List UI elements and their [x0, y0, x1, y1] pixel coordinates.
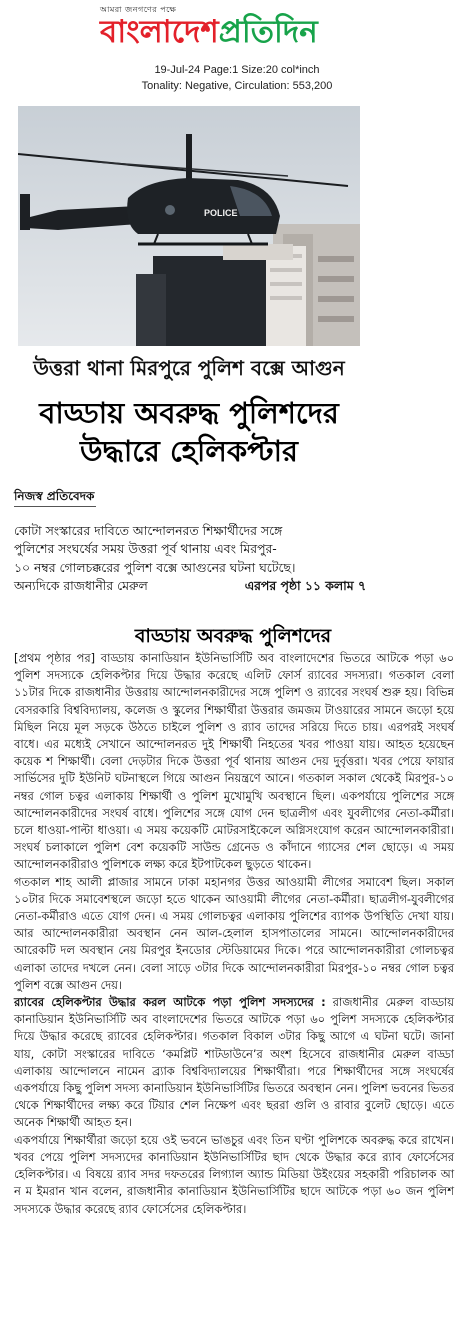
body-paragraph: গতকাল শাহ আলী প্লাজার সামনে ঢাকা মহানগর উত্তর আওয়ামী লীগের সমাবেশ ছিল। সকাল ১০টার দিকে সমাবেশস্থলে জড়ো হতে থাকেন আওয়ামী লীগের নেতা-কর্মীরা। ছাত্রলীগ-যুবলীগের নেতা-কর্মীরাও এতে যোগ দেন। এ সময় গোলচত্বর এলাকায় পুলিশের ব্যাপক উপস্থিতি দেখা যায়। আর আন্দোলনকারীরা অবস্থান নেন আল-হেলাল হাসপাতালের সামনে। আন্দোলনকারীদের আরেকটি দল অবস্থান নেয় মিরপুর ইনডোর স্টেডিয়ামের দিকে। পরে আন্দোলনকারীরা গোলচত্বর এলাকা তাদের দখলে নেন। বেলা সাড়ে ৩টার দিকে আন্দোলনকারীরা মিরপুর-১০ নম্বর গোল চত্বর পুলিশ বক্সে আগুন দেয়।	[14, 874, 454, 992]
police-marking: POLICE	[204, 208, 238, 218]
clip-info-date-size: 19-Jul-24 Page:1 Size:20 col*inch	[154, 64, 320, 76]
masthead-tagline: আমরা জনগণের পক্ষে	[100, 5, 177, 14]
newspaper-logo	[100, 13, 318, 51]
headline-kicker: উত্তরা থানা মিরপুরে পুলিশ বক্সে আগুন	[33, 356, 345, 380]
body-paragraph: একপর্যায়ে শিক্ষার্থীরা জড়ো হয়ে ওই ভবনে ভাঙচুর এবং তিন ঘণ্টা পুলিশকে অবরুদ্ধ করে রাখেন। খবর পেয়ে পুলিশ সদস্যদের কানাডিয়ান ইউনিভার্সিটির ছাদ থেকে উদ্ধার করে র‌্যাব ফোর্সেসের হেলিকপ্টার। এ বিষয়ে র‌্যাব সদর দফতরের লিগ্যাল অ্যান্ড মিডিয়া উইংয়ের সহকারী পরিচালক আ ন ম ইমরান খান বলেন, রাজধানীর কানাডিয়ান ইউনিভার্সিটির ছাদে আটকে পড়া ৬০ জন পুলিশ সদস্যকে উদ্ধার করেছে র‌্যাব ফোর্সেসের হেলিকপ্টার।	[14, 1132, 454, 1216]
byline: নিজস্ব প্রতিবেদক	[14, 489, 95, 503]
clip-info-tonality: Tonality: Negative, Circulation: 553,200	[141, 80, 333, 92]
logo-part-red: বাংলাদেশ	[100, 14, 219, 50]
article-body	[14, 650, 454, 1218]
body-paragraph-with-subhead	[14, 994, 454, 1132]
masthead	[0, 0, 474, 58]
intro-last-line	[14, 577, 366, 595]
headline	[14, 394, 364, 470]
intro-paragraph	[14, 522, 366, 596]
logo-part-green: প্রতিদিন	[218, 14, 318, 50]
jump-reference: এরপর পৃষ্ঠা ১১ কলাম ৭	[244, 578, 366, 594]
body-paragraph: [প্রথম পৃষ্ঠার পর] বাড্ডায় কানাডিয়ান ইউনিভার্সিটি অব বাংলাদেশের ভিতরে আটকে পড়া ৬০ পুলিশ সদস্যকে হেলিকপ্টার দিয়ে উদ্ধার করেছে এলিট ফোর্স র‌্যাবের সদস্যরা। গতকাল বেলা ১১টার দিকে রাজধানীর উত্তরায় আন্দোলনকারীদের সঙ্গে পুলিশ ও র‌্যাবের সংঘর্ষ শুরু হয়। বিভিন্ন বেসরকারি বিশ্ববিদ্যালয়, কলেজ ও স্কুলের শিক্ষার্থীরা উত্তরার জমজম টাওয়ারের সামনে জড়ো হয়ে মিছিল নিয়ে মূল সড়কে উঠতে চাইলে পুলিশ ও র‌্যাব তাদের সরিয়ে দিতে চায়। এরপরই সংঘর্ষ বাধে। এর মধ্যেই সেখানে আন্দোলনরত দুই শিক্ষার্থী নিহতের খবর পাওয়া যায়। আহত হয়েছেন কয়েক শ শিক্ষার্থী। বেলা দেড়টার দিকে উত্তরা পূর্ব থানায় আগুন দেয় দুর্বৃত্তরা। খবর পেয়ে ফায়ার সার্ভিসের দুটি ইউনিট ঘটনাস্থলে গিয়ে আগুন নিয়ন্ত্রণে আনে। গতকাল সকাল থেকেই মিরপুর-১০ নম্বর গোল চত্বর এলাকায় শিক্ষার্থী ও পুলিশ মুখোমুখি অবস্থানে ছিল। একপর্যায়ে পুলিশের সঙ্গে আন্দোলনকারীদের সংঘর্ষ বাধে। পুলিশের সঙ্গে যোগ দেন ছাত্রলীগ এবং যুবলীগের নেতা-কর্মীরা। চলে ধাওয়া-পাল্টা ধাওয়া। এ সময় কয়েকটি মোটরসাইকেলে অগ্নিসংযোগ করেন আন্দোলনকারীরা। সংঘর্ষ চলাকালে পুলিশ বেশ কয়েকটি সাউন্ড গ্রেনেড ও কাঁদানে গ্যাসের শেল ছোড়ে। এ সময় আন্দোলনকারীরাও পুলিশকে লক্ষ্য করে ইটপাটকেল ছুড়তে থাকেন।	[14, 651, 454, 872]
continuation-headline: বাড্ডায় অবরুদ্ধ পুলিশদের	[134, 625, 332, 647]
headline-line-2: উদ্ধারে হেলিকপ্টার	[80, 434, 298, 468]
headline-line-1: বাড্ডায় অবরুদ্ধ পুলিশদের	[39, 396, 339, 430]
intro-line: অন্যদিকে রাজধানীর মেরুল	[14, 578, 148, 594]
intro-line: কোটা সংস্কারের দাবিতে আন্দোলনরত শিক্ষার্থীদের সঙ্গে	[14, 523, 283, 538]
byline-underline	[14, 506, 96, 507]
intro-line: পুলিশের সংঘর্ষের সময় উত্তরা পূর্ব থানায় এবং মিরপুর-	[14, 541, 277, 557]
helicopter-photo	[18, 106, 360, 346]
intro-line: ১০ নম্বর গোলচক্করের পুলিশ বক্সে আগুনের ঘটনা ঘটেছে।	[14, 559, 296, 575]
subhead: র‌্যাবের হেলিকপ্টার উদ্ধার করল আটকে পড়া পুলিশ সদস্যদের :	[14, 995, 326, 1010]
body-paragraph-text: রাজধানীর মেরুল বাড্ডায় কানাডিয়ান ইউনিভার্সিটি অব বাংলাদেশের ভিতরে আটকে পড়া ৬০ পুলিশ সদস্যকে হেলিকপ্টার দিয়ে উদ্ধার করেছে র‌্যাবের হেলিকপ্টার। গতকাল বিকাল ৩টার কিছু আগে এ ঘটনা ঘটে। জানা যায়, কোটা সংস্কারের দাবিতে ‘কমপ্লিট শাটডাউনে’র অংশ হিসেবে রাজধানীর মেরুল বাড্ডা এলাকায় আন্দোলনে নামেন ব্র্যাক বিশ্ববিদ্যালয়ের শিক্ষার্থীরা। পরে শিক্ষার্থীদের সঙ্গে সংঘর্ষের একপর্যায়ে কিছু পুলিশ সদস্য কানাডিয়ান ইউনিভার্সিটির ভিতরে অবস্থান নেন। পুলিশ ভবনের ভিতর থেকে শিক্ষার্থীদের লক্ষ্য করে টিয়ার শেল নিক্ষেপ এবং ছররা গুলি ও রাবার বুলেট ছোড়ে। এতে অনেক শিক্ষার্থী আহত হন।	[14, 995, 454, 1130]
